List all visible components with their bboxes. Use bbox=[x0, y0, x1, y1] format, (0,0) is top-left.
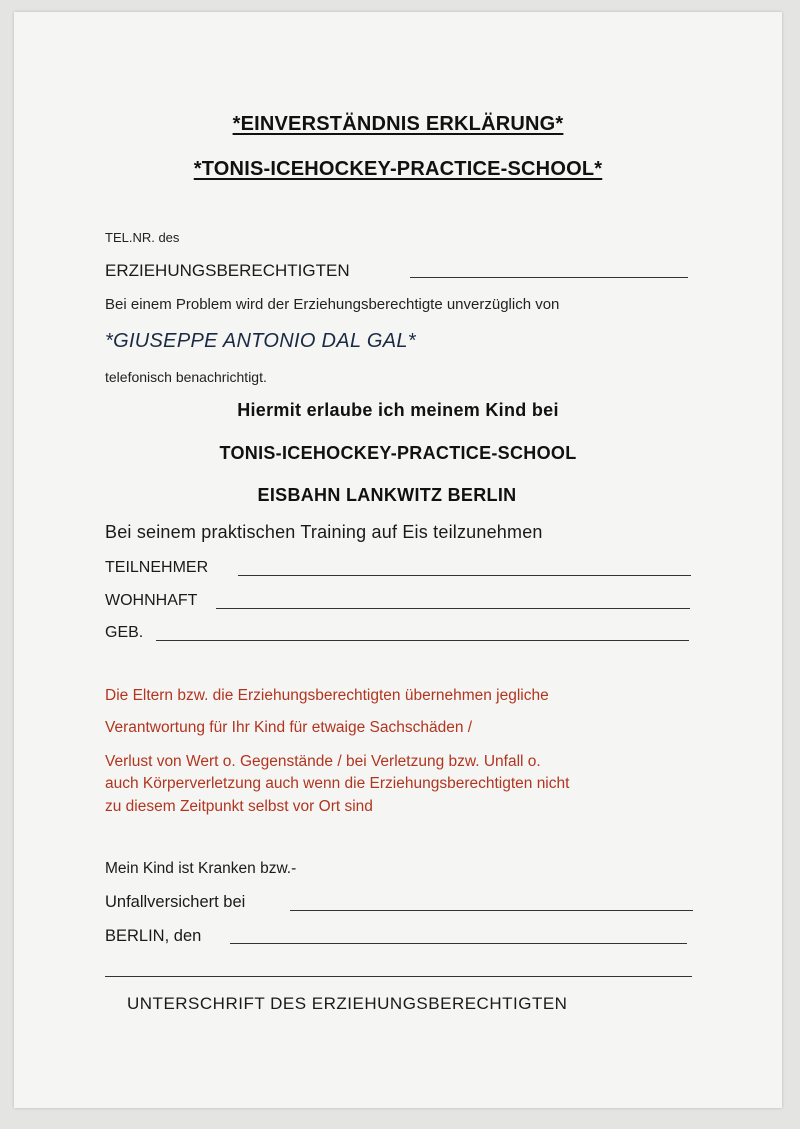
insurance-line-1: Mein Kind ist Kranken bzw.- bbox=[105, 860, 297, 877]
permission-school-name: TONIS-ICEHOCKEY-PRACTICE-SCHOOL bbox=[219, 443, 577, 463]
contact-name: *GIUSEPPE ANTONIO DAL GAL* bbox=[105, 330, 416, 352]
residence-label: WOHNHAFT bbox=[105, 592, 198, 609]
guardian-phone-label: ERZIEHUNGSBERECHTIGTEN bbox=[105, 261, 350, 280]
residence-line[interactable] bbox=[216, 608, 690, 609]
liability-line-2: Verantwortung für Ihr Kind für etwaige Sachschäden / bbox=[105, 719, 473, 736]
notice-line-2: telefonisch benachrichtigt. bbox=[105, 369, 267, 385]
form-title: *EINVERSTÄNDNIS ERKLÄRUNG* bbox=[232, 113, 564, 135]
guardian-phone-line[interactable] bbox=[410, 277, 688, 278]
notice-line-1: Bei einem Problem wird der Erziehungsberechtigte unverzüglich von bbox=[105, 296, 560, 313]
participant-line[interactable] bbox=[238, 575, 691, 576]
insurance-line[interactable] bbox=[290, 910, 693, 911]
permission-location: EISBAHN LANKWITZ BERLIN bbox=[257, 485, 517, 505]
liability-line-4: auch Körperverletzung auch wenn die Erziehungsberechtigten nicht bbox=[105, 775, 570, 792]
permission-line-4: Bei seinem praktischen Training auf Eis teilzunehmen bbox=[105, 522, 543, 542]
signature-line[interactable] bbox=[105, 976, 692, 977]
signature-label: UNTERSCHRIFT DES ERZIEHUNGSBERECHTIGTEN bbox=[127, 994, 568, 1013]
consent-form-sheet bbox=[14, 12, 782, 1108]
guardian-phone-label-small: TEL.NR. des bbox=[105, 230, 180, 245]
insurance-label: Unfallversichert bei bbox=[105, 893, 246, 911]
birth-label: GEB. bbox=[105, 624, 144, 641]
liability-line-3: Verlust von Wert o. Gegenstände / bei Verletzung bzw. Unfall o. bbox=[105, 753, 541, 770]
permission-line-1: Hiermit erlaube ich meinem Kind bei bbox=[237, 400, 559, 420]
participant-label: TEILNEHMER bbox=[105, 559, 209, 576]
liability-line-1: Die Eltern bzw. die Erziehungsberechtigten übernehmen jegliche bbox=[105, 687, 549, 704]
liability-line-5: zu diesem Zeitpunkt selbst vor Ort sind bbox=[105, 798, 373, 815]
form-subtitle: *TONIS-ICEHOCKEY-PRACTICE-SCHOOL* bbox=[193, 158, 603, 180]
birth-line[interactable] bbox=[156, 640, 689, 641]
place-date-line[interactable] bbox=[230, 943, 687, 944]
place-date-label: BERLIN, den bbox=[105, 927, 202, 945]
